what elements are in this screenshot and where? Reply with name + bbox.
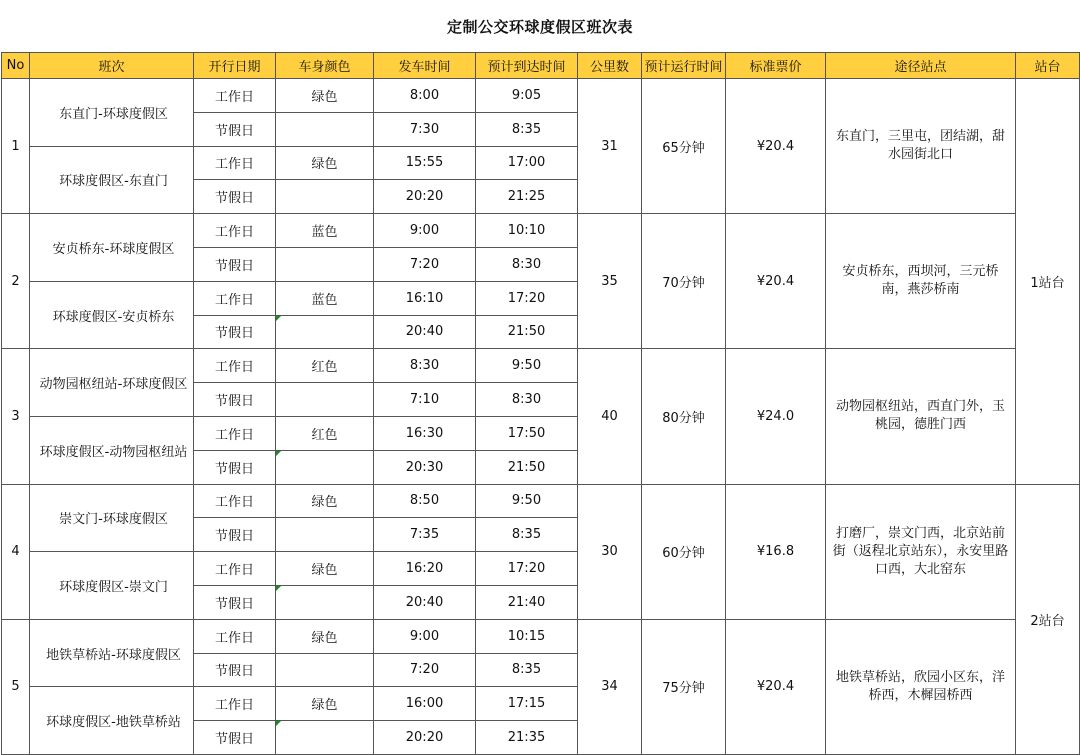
departure-time: 16:30 [374, 416, 476, 450]
via-stops: 地铁草桥站，欣园小区东，洋桥西，木樨园桥西 [826, 619, 1016, 754]
service-day: 工作日 [194, 281, 276, 315]
service-day: 节假日 [194, 180, 276, 214]
route-number: 4 [2, 484, 30, 619]
bus-color-empty [276, 721, 374, 755]
route-number: 3 [2, 349, 30, 484]
service-day: 工作日 [194, 214, 276, 248]
arrival-time: 8:30 [476, 247, 578, 281]
bus-color-empty [276, 450, 374, 484]
departure-time: 7:10 [374, 383, 476, 417]
via-stops: 动物园枢纽站，西直门外，玉桃园，德胜门西 [826, 349, 1016, 484]
distance-km: 35 [578, 214, 642, 349]
service-day: 工作日 [194, 79, 276, 113]
bus-color: 蓝色 [276, 214, 374, 248]
bus-color-empty [276, 315, 374, 349]
arrival-time: 17:20 [476, 552, 578, 586]
header-km: 公里数 [578, 53, 642, 79]
bus-color-empty [276, 585, 374, 619]
distance-km: 40 [578, 349, 642, 484]
ticket-fare: ¥20.4 [726, 619, 826, 754]
service-day: 工作日 [194, 349, 276, 383]
arrival-time: 21:50 [476, 315, 578, 349]
bus-color: 绿色 [276, 687, 374, 721]
arrival-time: 17:20 [476, 281, 578, 315]
table-row [2, 484, 1080, 518]
arrival-time: 8:35 [476, 518, 578, 552]
departure-time: 20:20 [374, 180, 476, 214]
service-day: 工作日 [194, 619, 276, 653]
run-duration: 80分钟 [642, 349, 726, 484]
route-name: 东直门-环球度假区 [30, 79, 194, 147]
bus-color: 绿色 [276, 79, 374, 113]
service-day: 节假日 [194, 653, 276, 687]
departure-time: 8:30 [374, 349, 476, 383]
arrival-time: 17:00 [476, 146, 578, 180]
platform-label: 1站台 [1016, 79, 1080, 485]
header-row [2, 53, 1080, 79]
route-name: 安贞桥东-环球度假区 [30, 214, 194, 282]
departure-time: 20:40 [374, 315, 476, 349]
route-name: 地铁草桥站-环球度假区 [30, 619, 194, 687]
arrival-time: 9:05 [476, 79, 578, 113]
header-arrive: 预计到达时间 [476, 53, 578, 79]
bus-color: 蓝色 [276, 281, 374, 315]
bus-color: 红色 [276, 416, 374, 450]
page-title: 定制公交环球度假区班次表 [446, 17, 633, 36]
departure-time: 15:55 [374, 146, 476, 180]
departure-time: 20:30 [374, 450, 476, 484]
table-row [2, 349, 1080, 383]
departure-time: 9:00 [374, 619, 476, 653]
service-day: 节假日 [194, 112, 276, 146]
distance-km: 34 [578, 619, 642, 754]
route-number: 1 [2, 79, 30, 214]
ticket-fare: ¥20.4 [726, 214, 826, 349]
departure-time: 16:10 [374, 281, 476, 315]
departure-time: 20:40 [374, 585, 476, 619]
arrival-time: 10:10 [476, 214, 578, 248]
bus-color-empty [276, 247, 374, 281]
departure-time: 7:20 [374, 653, 476, 687]
route-name: 崇文门-环球度假区 [30, 484, 194, 552]
service-day: 节假日 [194, 518, 276, 552]
service-day: 节假日 [194, 315, 276, 349]
arrival-time: 21:50 [476, 450, 578, 484]
route-name: 环球度假区-崇文门 [30, 552, 194, 620]
header-color: 车身颜色 [276, 53, 374, 79]
route-number: 2 [2, 214, 30, 349]
departure-time: 8:50 [374, 484, 476, 518]
bus-color: 绿色 [276, 484, 374, 518]
via-stops: 东直门，三里屯，团结湖，甜水园街北口 [826, 79, 1016, 214]
header-stops: 途径站点 [826, 53, 1016, 79]
ticket-fare: ¥16.8 [726, 484, 826, 619]
arrival-time: 8:30 [476, 383, 578, 417]
departure-time: 16:00 [374, 687, 476, 721]
service-day: 节假日 [194, 585, 276, 619]
arrival-time: 9:50 [476, 484, 578, 518]
service-day: 节假日 [194, 383, 276, 417]
departure-time: 7:20 [374, 247, 476, 281]
route-name: 环球度假区-地铁草桥站 [30, 687, 194, 755]
departure-time: 20:20 [374, 721, 476, 755]
arrival-time: 9:50 [476, 349, 578, 383]
bus-color-empty [276, 518, 374, 552]
via-stops: 安贞桥东，西坝河，三元桥南，燕莎桥南 [826, 214, 1016, 349]
service-day: 节假日 [194, 247, 276, 281]
arrival-time: 21:25 [476, 180, 578, 214]
platform-label: 2站台 [1016, 484, 1080, 754]
arrival-time: 8:35 [476, 653, 578, 687]
departure-time: 16:20 [374, 552, 476, 586]
departure-time: 9:00 [374, 214, 476, 248]
service-day: 工作日 [194, 484, 276, 518]
departure-time: 7:35 [374, 518, 476, 552]
departure-time: 8:00 [374, 79, 476, 113]
header-no: No [2, 53, 30, 79]
table-row [2, 214, 1080, 248]
schedule-table [1, 52, 1080, 755]
bus-color-empty [276, 653, 374, 687]
bus-color: 红色 [276, 349, 374, 383]
header-fare: 标准票价 [726, 53, 826, 79]
bus-color: 绿色 [276, 619, 374, 653]
bus-color-empty [276, 383, 374, 417]
ticket-fare: ¥20.4 [726, 79, 826, 214]
service-day: 工作日 [194, 552, 276, 586]
arrival-time: 10:15 [476, 619, 578, 653]
service-day: 工作日 [194, 146, 276, 180]
run-duration: 70分钟 [642, 214, 726, 349]
run-duration: 75分钟 [642, 619, 726, 754]
run-duration: 65分钟 [642, 79, 726, 214]
service-day: 工作日 [194, 687, 276, 721]
arrival-time: 21:40 [476, 585, 578, 619]
ticket-fare: ¥24.0 [726, 349, 826, 484]
header-platform: 站台 [1016, 53, 1080, 79]
header-duration: 预计运行时间 [642, 53, 726, 79]
service-day: 节假日 [194, 450, 276, 484]
schedule-body [2, 79, 1080, 755]
bus-color-empty [276, 112, 374, 146]
via-stops: 打磨厂，崇文门西，北京站前街（返程北京站东），永安里路口西，大北窑东 [826, 484, 1016, 619]
route-number: 5 [2, 619, 30, 754]
route-name: 环球度假区-安贞桥东 [30, 281, 194, 349]
header-depart: 发车时间 [374, 53, 476, 79]
header-route: 班次 [30, 53, 194, 79]
bus-color-empty [276, 180, 374, 214]
bus-color: 绿色 [276, 146, 374, 180]
route-name: 环球度假区-东直门 [30, 146, 194, 214]
arrival-time: 8:35 [476, 112, 578, 146]
bus-color: 绿色 [276, 552, 374, 586]
arrival-time: 21:35 [476, 721, 578, 755]
route-name: 动物园枢纽站-环球度假区 [30, 349, 194, 417]
distance-km: 30 [578, 484, 642, 619]
table-row [2, 79, 1080, 113]
table-row [2, 619, 1080, 653]
arrival-time: 17:15 [476, 687, 578, 721]
distance-km: 31 [578, 79, 642, 214]
run-duration: 60分钟 [642, 484, 726, 619]
route-name: 环球度假区-动物园枢纽站 [30, 416, 194, 484]
arrival-time: 17:50 [476, 416, 578, 450]
header-day: 开行日期 [194, 53, 276, 79]
departure-time: 7:30 [374, 112, 476, 146]
service-day: 节假日 [194, 721, 276, 755]
service-day: 工作日 [194, 416, 276, 450]
